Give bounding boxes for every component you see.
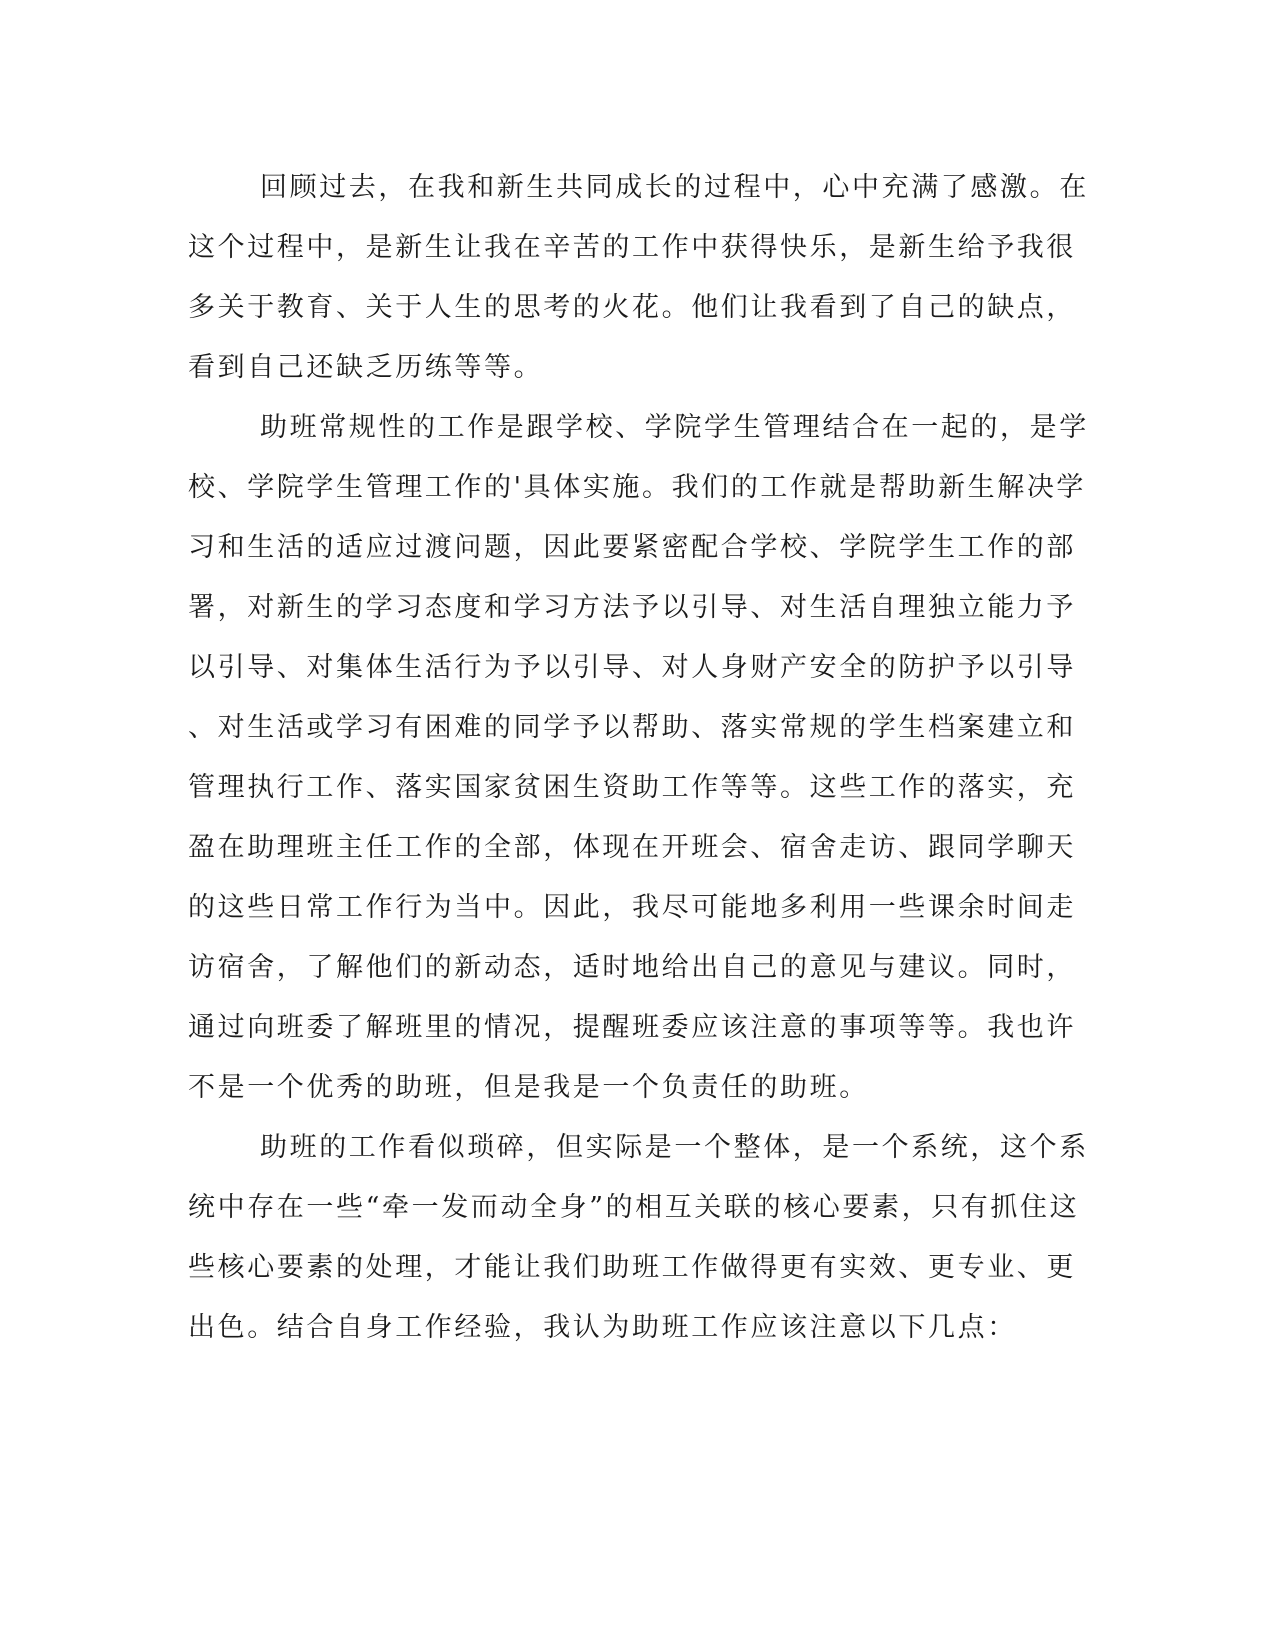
text-line: 不是一个优秀的助班，但是我是一个负责任的助班。 (188, 1072, 869, 1103)
text-line: 、对生活或学习有困难的同学予以帮助、落实常规的学生档案建立和 (188, 712, 1076, 743)
document-body (188, 158, 1089, 1358)
text-line: 通过向班委了解班里的情况，提醒班委应该注意的事项等等。我也许 (188, 1012, 1076, 1043)
paragraph-3 (188, 1118, 1089, 1358)
text-line: 这个过程中，是新生让我在辛苦的工作中获得快乐，是新生给予我很 (188, 232, 1076, 263)
text-line: 访宿舍，了解他们的新动态，适时地给出自己的意见与建议。同时， (188, 952, 1076, 983)
text-line: 出色。结合自身工作经验，我认为助班工作应该注意以下几点： (188, 1312, 1017, 1343)
text-line: 习和生活的适应过渡问题，因此要紧密配合学校、学院学生工作的部 (188, 532, 1076, 563)
text-line: 盈在助理班主任工作的全部，体现在开班会、宿舍走访、跟同学聊天 (188, 832, 1076, 863)
text-line: 助班常规性的工作是跟学校、学院学生管理结合在一起的，是学 (260, 412, 1089, 443)
text-line: 管理执行工作、落实国家贫困生资助工作等等。这些工作的落实，充 (188, 772, 1076, 803)
text-line: 统中存在一些“牵一发而动全身”的相互关联的核心要素，只有抓住这 (188, 1192, 1080, 1223)
text-line: 看到自己还缺乏历练等等。 (188, 352, 544, 383)
text-line: 署，对新生的学习态度和学习方法予以引导、对生活自理独立能力予 (188, 592, 1076, 623)
paragraph-1 (188, 158, 1089, 398)
text-line: 多关于教育、关于人生的思考的火花。他们让我看到了自己的缺点， (188, 292, 1076, 323)
paragraph-2 (188, 398, 1089, 1118)
text-line: 回顾过去，在我和新生共同成长的过程中，心中充满了感激。在 (260, 172, 1089, 203)
text-line: 些核心要素的处理，才能让我们助班工作做得更有实效、更专业、更 (188, 1252, 1076, 1283)
text-line: 以引导、对集体生活行为予以引导、对人身财产安全的防护予以引导 (188, 652, 1076, 683)
text-line: 助班的工作看似琐碎，但实际是一个整体，是一个系统，这个系 (260, 1132, 1089, 1163)
text-line: 的这些日常工作行为当中。因此，我尽可能地多利用一些课余时间走 (188, 892, 1076, 923)
text-line: 校、学院学生管理工作的'具体实施。我们的工作就是帮助新生解决学 (188, 472, 1087, 503)
